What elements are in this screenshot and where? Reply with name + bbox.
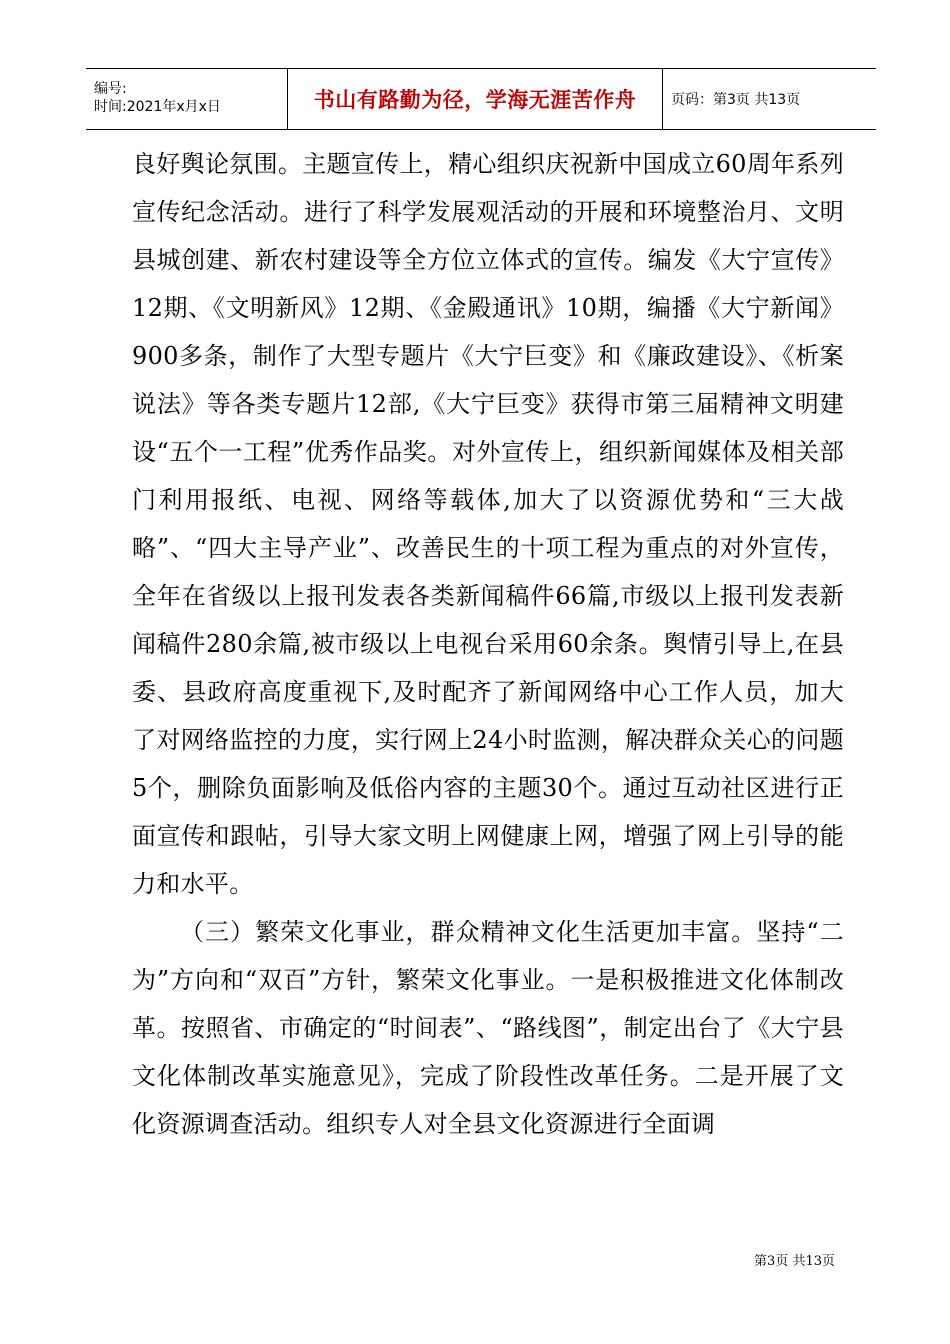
header-meta [86, 69, 288, 129]
body-paragraph: （三）繁荣文化事业，群众精神文化生活更加丰富。坚持“二为”方向和“双百”方针，繁荣文化事业。一是积极推进文化体制改革。按照省、市确定的“时间表”、“路线图”，制定出台了《大宁县文化体制改革实施意见》，完成了阶段性改革任务。二是开展了文化资源调查活动。组织专人对全县文化资源进行全面调 [132, 918, 844, 1138]
page-header [86, 68, 876, 130]
body-paragraph: 良好舆论氛围。主题宣传上，精心组织庆祝新中国成立60周年系列宣传纪念活动。进行了科学发展观活动的开展和环境整治月、文明县城创建、新农村建设等全方位立体式的宣传。编发《大宁宣传》12期、《文明新风》12期、《金殿通讯》10期，编播《大宁新闻》900多条，制作了大型专题片《大宁巨变》和《廉政建设》、《析案说法》等各类专题片12部,《大宁巨变》获得市第三届精神文明建设“五个一工程”优秀作品奖。对外宣传上，组织新闻媒体及相关部门利用报纸、电视、网络等载体,加大了以资源优势和“三大战略”、“四大主导产业”、改善民生的十项工程为重点的对外宣传，全年在省级以上报刊发表各类新闻稿件66篇,市级以上报刊发表新闻稿件280余篇,被市级以上电视台采用60余条。舆情引导上,在县委、县政府高度重视下,及时配齐了新闻网络中心工作人员，加大了对网络监控的力度，实行网上24小时监测，解决群众关心的问题5个，删除负面影响及低俗内容的主题30个。通过互动社区进行正面宣传和跟帖，引导大家文明上网健康上网，增强了网上引导的能力和水平。 [132, 150, 845, 898]
header-motto: 书山有路勤为径，学海无涯苦作舟 [288, 69, 663, 129]
page-footer: 第3页 共13页 [754, 1254, 835, 1269]
header-page-info: 页码：第3页 共13页 [671, 92, 801, 108]
doc-number-label: 编号: [94, 81, 127, 97]
document-body [132, 140, 844, 1148]
doc-time-label: 时间:2021年x月x日 [94, 99, 221, 115]
